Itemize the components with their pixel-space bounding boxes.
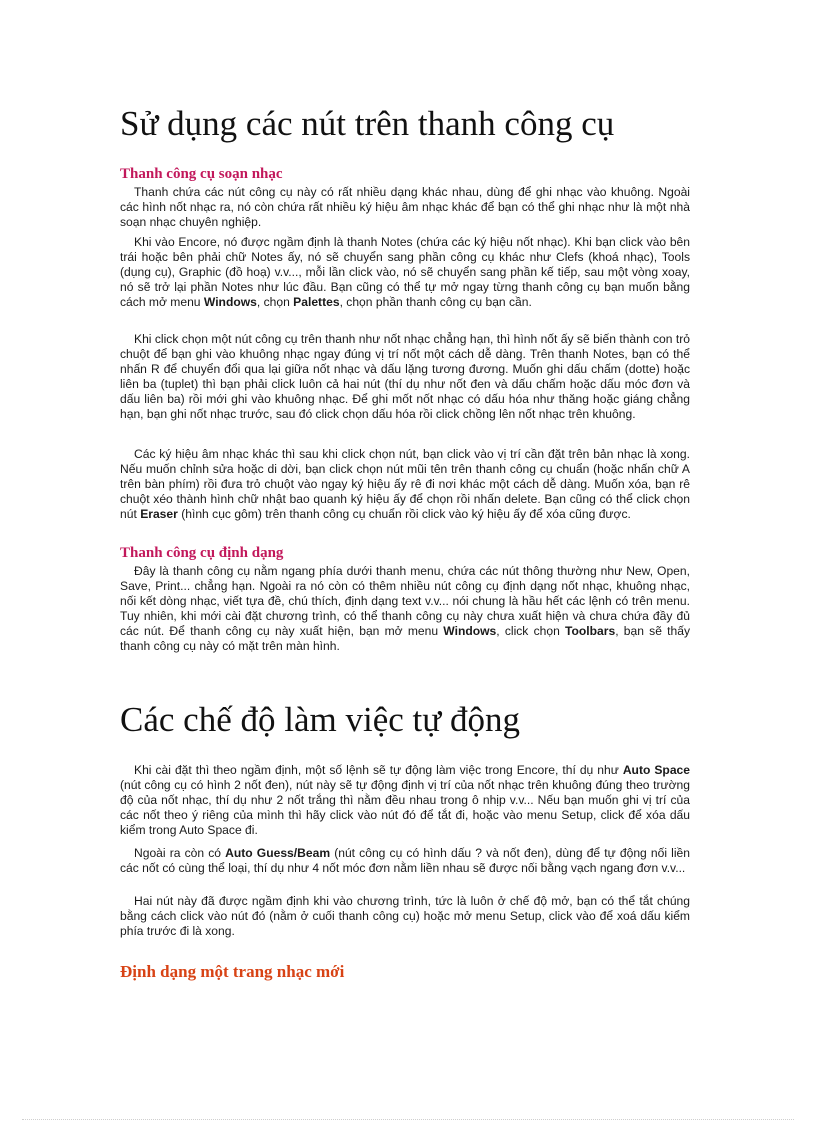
subheading-new-score-format: Định dạng một trang nhạc mới — [120, 962, 345, 981]
section-heading-auto-modes: Các chế độ làm việc tự động — [120, 700, 520, 739]
page-bottom-divider — [22, 1119, 794, 1120]
paragraph-default-modes: Hai nút này đã được ngầm định khi vào chương trình, tức là luôn ở chế độ mở, bạn có thể tắt chúng bằng cách click vào nút đó (nằm ở cuối thanh công cụ) hoặc mở menu Setup, click vào để xoá dấu kiểm phía trước đi là xong. — [120, 894, 690, 939]
section-heading-toolbar-buttons: Sử dụng các nút trên thanh công cụ — [120, 104, 615, 143]
paragraph-note-entry: Khi click chọn một nút công cụ trên thanh như nốt nhạc chẳng hạn, thì hình nốt ấy sẽ biến thành con trỏ chuột để bạn ghi vào khuông nhạc ngay đúng vị trí nốt một cách dễ dàng. Trên thanh Notes, bạn có thể nhấn R để chuyển đổi qua lại giữa nốt nhạc và dấu lặng tương đương. Muốn ghi dấu chấm (dotte) hoặc liên ba (tuplet) thì bạn phải click luôn cả hai nút (thí dụ như nốt đen và dấu chấm hoặc dấu móc đơn và dấu liên ba) rồi mới ghi vào khuông nhạc. Để ghi mốt nốt nhạc có dấu hóa như thăng hoặc giáng chẳng hạn, bạn ghi nốt nhạc trước, sau đó click chọn dấu hóa rồi click chồng lên nốt nhạc trên khuông. — [120, 332, 690, 422]
subheading-format-toolbar: Thanh công cụ định dạng — [120, 545, 284, 561]
subheading-notation-toolbar: Thanh công cụ soạn nhạc — [120, 166, 283, 182]
paragraph-auto-guess-beam: Ngoài ra còn có Auto Guess/Beam (nút công cụ có hình dấu ? và nốt đen), dùng để tự động nối liền các nốt có cùng thể loại, thí dụ như 4 nốt móc đơn nằm liền nhau sẽ được nối bằng vạch ngang đơn v.v... — [120, 846, 690, 876]
paragraph-notation-toolbar-intro: Thanh chứa các nút công cụ này có rất nhiều dạng khác nhau, dùng để ghi nhạc vào khuông. Ngoài các hình nốt nhạc ra, nó còn chứa rất nhiều ký hiệu âm nhạc khác để bạn có thể ghi nhạc như là một nhà soạn nhạc chuyên nghiệp. — [120, 185, 690, 230]
paragraph-symbols-editing: Các ký hiệu âm nhạc khác thì sau khi click chọn nút, bạn click vào vị trí cần đặt trên bản nhạc là xong. Nếu muốn chỉnh sửa hoặc di dời, bạn click chọn nút mũi tên trên thanh công cụ chuẩn (hoặc nhấn chữ A trên bàn phím) rồi đưa trỏ chuột vào ngay ký hiệu ấy rê đi nơi khác một cách dễ dàng. Muốn xóa, bạn rê chuột xéo thành hình chữ nhật bao quanh ký hiệu ấy để chọn rồi nhấn delete. Bạn cũng có thể click chọn nút Eraser (hình cục gôm) trên thanh công cụ chuẩn rồi click vào ký hiệu ấy để xóa cũng được. — [120, 447, 690, 522]
paragraph-format-toolbar: Đây là thanh công cụ nằm ngang phía dưới thanh menu, chứa các nút thông thường như New, Open, Save, Print... chẳng hạn. Ngoài ra nó còn có thêm nhiều nút công cụ định dạng nốt nhạc, khuông nhạc, nối kết dòng nhạc, viết tựa đề, chú thích, định dạng text v.v... nói chung là hầu hết các lệnh có trên menu. Tuy nhiên, khi mới cài đặt chương trình, có thể thanh công cụ này chưa xuất hiện và chưa chứa đầy đủ các nút. Để thanh công cụ này xuất hiện, bạn mở menu Windows, click chọn Toolbars, bạn sẽ thấy thanh công cụ này có mặt trên màn hình. — [120, 564, 690, 654]
paragraph-auto-space: Khi cài đặt thì theo ngầm định, một số lệnh sẽ tự động làm việc trong Encore, thí dụ như Auto Space (nút công cụ có hình 2 nốt đen), nút này sẽ tự động định vị trí của nốt nhạc trên khuông đúng theo trường độ của nốt nhạc, thí dụ như 2 nốt trắng thì nằm đều nhau trong ô nhịp v.v... Nếu bạn muốn ghi vị trí của các nốt theo ý riêng của mình thì hãy click vào nút đó để tắt đi, hoặc vào menu Setup, click để xóa dấu kiểm trong Auto Space đi. — [120, 763, 690, 838]
paragraph-encore-notes-palette: Khi vào Encore, nó được ngầm định là thanh Notes (chứa các ký hiệu nốt nhạc). Khi bạn click vào bên trái hoặc bên phải chữ Notes ấy, nó sẽ chuyển sang phần công cụ khác như Clefs (khoá nhạc), Tools (dụng cụ), Graphic (đồ hoạ) v.v..., mỗi lần click vào, nó sẽ chuyển sang phần kế tiếp, sau một vòng xoay, nó sẽ trở lại phần Notes như lúc đầu. Bạn cũng có thể tự mở ngay từng thanh công cụ bạn muốn bằng cách mở menu Windows, chọn Palettes, chọn phần thanh công cụ bạn cần. — [120, 235, 690, 310]
